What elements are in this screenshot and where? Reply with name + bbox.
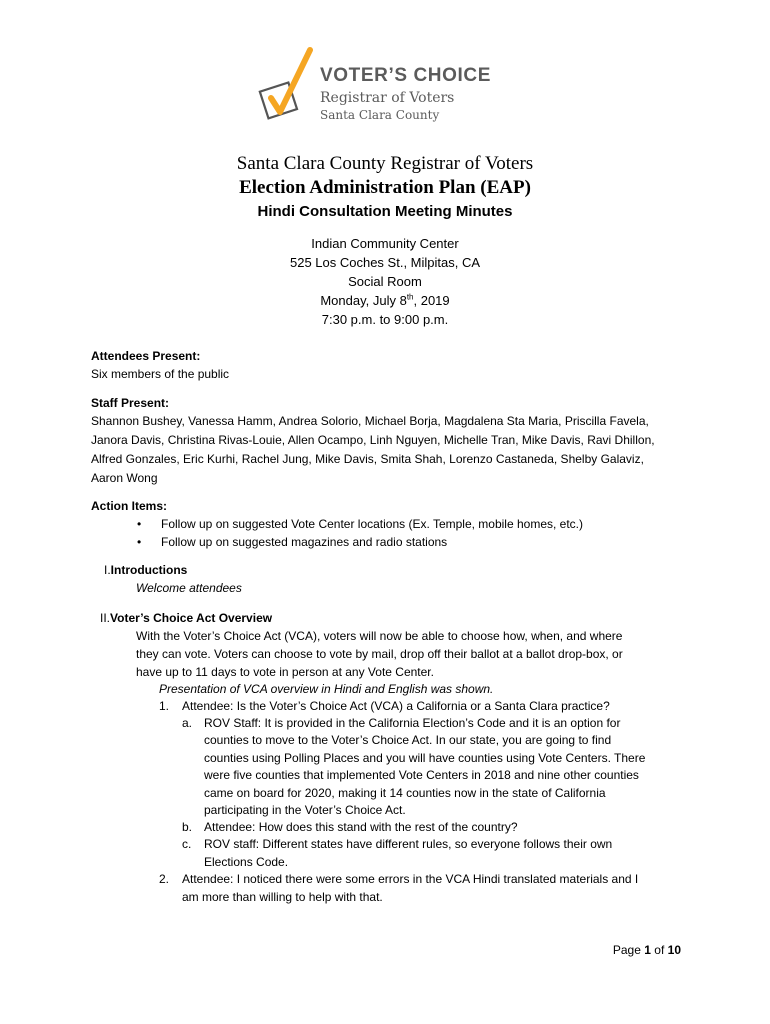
date-superscript: th [406,292,414,302]
item-text: am more than willing to help with that. [182,890,383,904]
item-text: Attendee: I noticed there were some errors in the VCA Hindi translated materials and I [182,872,639,886]
paragraph-line: have up to 11 days to vote in person at any Vote Center. [136,665,434,679]
logo-county: Santa Clara County [320,108,440,122]
page-current: 1 [644,943,651,957]
bullet-icon: • [137,517,142,531]
section-note: Welcome attendees [136,581,242,595]
venue-date [0,291,770,310]
page-label: Page [612,943,641,957]
page-of-label: of [654,943,665,957]
subitem-line: ROV Staff: It is provided in the California Election’s Code and it is an option for [204,716,621,730]
section-numeral: II. [100,611,111,625]
page-total: 10 [667,943,681,957]
venue-place: Indian Community Center [311,236,459,251]
subitem-line: counties to move to the Voter’s Choice Act. In our state, you are going to find [204,733,612,747]
venue-address: 525 Los Coches St., Milpitas, CA [289,255,481,270]
date-suffix: , 2019 [413,293,450,308]
document-title-meeting: Hindi Consultation Meeting Minutes [257,203,513,220]
venue-room: Social Room [348,274,422,289]
ballot-check-icon [258,46,322,128]
action-items-heading: Action Items: [91,499,168,513]
page-number [613,943,681,957]
subitem-line: Elections Code. [204,855,289,869]
action-item-text: Follow up on suggested Vote Center locations (Ex. Temple, mobile homes, etc.) [161,517,583,531]
staff-line: Shannon Bushey, Vanessa Hamm, Andrea Solorio, Michael Borja, Magdalena Sta Maria, Priscilla Favela, [91,414,649,428]
staff-line: Aaron Wong [91,471,158,485]
section-numeral: I. [104,563,111,577]
attendees-text: Six members of the public [91,367,230,381]
subitem-letter: a. [182,716,193,730]
section-introductions [104,561,187,579]
logo-subtitle: Registrar of Voters [320,90,455,106]
subitem-line: ROV staff: Different states have different rules, so everyone follows their own [204,837,613,851]
paragraph-line: With the Voter’s Choice Act (VCA), voters will now be able to choose how, when, and where [136,629,623,643]
subitem-line: came on board for 2020, making it 14 counties now in the state of California [204,786,606,800]
staff-line: Janora Davis, Christina Rivas-Louie, Allen Ocampo, Linh Nguyen, Michelle Tran, Mike Davis, Ravi Dhillon, [91,433,655,447]
section-heading: Voter’s Choice Act Overview [110,611,273,625]
document-title-plan: Election Administration Plan (EAP) [239,177,531,198]
paragraph-line: they can vote. Voters can choose to vote by mail, drop off their ballot at a ballot drop-box, or [136,647,623,661]
subitem-line: counties using Polling Places and you will have counties using Vote Centers. There [204,751,646,765]
action-item-text: Follow up on suggested magazines and radio stations [161,535,448,549]
date-prefix: Monday, July 8 [320,293,407,308]
meeting-venue [0,234,770,329]
subitem-line: were five counties that implemented Vote Centers in 2018 and nine other counties [204,768,639,782]
item-number: 2. [159,872,170,886]
staff-heading: Staff Present: [91,396,170,410]
subitem-line: Attendee: How does this stand with the rest of the country? [204,820,518,834]
section-note: Presentation of VCA overview in Hindi and English was shown. [159,682,494,696]
bullet-icon: • [137,535,142,549]
attendees-heading: Attendees Present: [91,349,201,363]
subitem-letter: c. [182,837,192,851]
subitem-letter: b. [182,820,193,834]
section-heading: Introductions [110,563,188,577]
section-vca-overview [100,609,272,627]
staff-line: Alfred Gonzales, Eric Kurhi, Rachel Jung, Mike Davis, Smita Shah, Lorenzo Castaneda, Shelby Galaviz, [91,452,644,466]
voters-choice-logo [258,46,518,128]
item-number: 1. [159,699,170,713]
document-title-org: Santa Clara County Registrar of Voters [236,153,534,174]
logo-title: VOTER’S CHOICE [320,65,491,86]
venue-time: 7:30 p.m. to 9:00 p.m. [321,312,449,327]
subitem-line: participating in the Voter’s Choice Act. [204,803,406,817]
item-text: Attendee: Is the Voter’s Choice Act (VCA) a California or a Santa Clara practice? [182,699,610,713]
